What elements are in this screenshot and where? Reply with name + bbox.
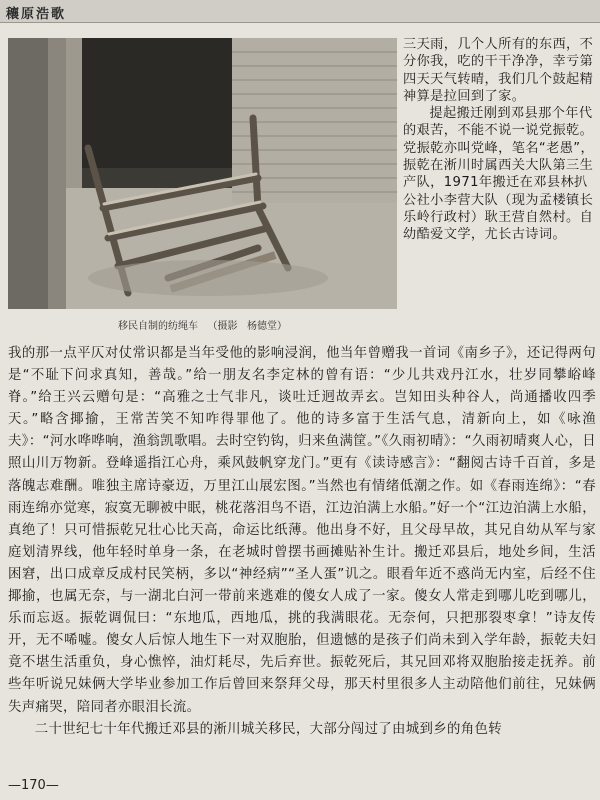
page-number: —170—	[8, 778, 59, 793]
main-paragraph-1: 我的那一点平仄对仗常识都是当年受他的影响浸润，他当年曾赠我一首词《南乡子》，还记得两句是“不耻下问求真知，善哉。”给一朋友名李定林的曾有语：“少儿共戏丹江水，壮岁同攀峪峰脊。”给王兴云赠句是：“高雅之士气非凡，谈吐迁迥故弄玄。岂知田头种谷人，尚通播收四季天。”略含揶揄，王常苦笑不知咋得罪他了。他的诗多富于生活气息，清新向上，如《咏渔夫》：“河水哗哗响，渔翁凯歌唱。去时空钓钩，归来鱼满筐。”《久雨初晴》：“久雨初晴爽人心，日照山川万物新。登峰遥指江心舟，乘风鼓帆穿龙门。”更有《读诗感言》：“翻阅古诗千百首，多是落魄志难酬。唯独主席诗豪迈，万里江山展宏图。”当然也有情绪低潮之作。如《春雨连绵》：“春雨连绵亦觉寒，寂寞无聊被中眠，桃花落泪鸟不语，江边泊满上水船。”好一个“江边泊满上水船，真绝了！只可惜振乾兄壮心比天高，命运比纸薄。他出身不好，且父母早故，其兄自幼从军与家庭划清界线，他年轻时单身一条，在老城时曾摆书画摊贴补生计。搬迁邓县后，地处乡间，生活困窘，出口成章反成村民笑柄，多以“神经病”“圣人蛋”讥之。眼看年近不惑尚无内室，后经不住揶揄，也属无奈，与一湖北白河一带前来逃难的傻女人成了一家。傻女人常走到哪儿吃到哪儿，乐而忘返。振乾调侃曰：“东地瓜，西地瓜，挑的我满眼花。无奈何，只把那裂枣拿！”诗友传开，无不唏嘘。傻女人后惊人地生下一对双胞胎，但遗憾的是孩子们尚未到入学年龄，振乾夫妇竟不堪生活重负，身心憔悴，油灯耗尽，先后弃世。振乾死后，其兄回邓将双胞胎接走抚养。前些年听说兄妹俩大学毕业参加工作后曾回来祭拜父母，那天村里很多人主动陪他们前往，兄妹俩失声痛哭，陪同者亦眼泪长流。	[8, 346, 596, 715]
book-title: 穰原浩歌	[6, 7, 67, 22]
side-paragraph-1: 三天雨，几个人所有的东西，不分你我，吃的干干净净，幸亏第四天天气转晴，我们几个鼓起精神算是拉回到了家。	[403, 37, 594, 104]
main-paragraph-2: 二十世纪七十年代搬迁邓县的淅川城关移民，大部分闯过了由城到乡的角色转	[34, 721, 502, 737]
side-paragraph-2: 提起搬迁刚到邓县那个年代的艰苦，不能不说一说党振乾。党振乾亦叫党峰，笔名“老愚”，振乾在淅川时属西关大队第三生产队，1971年搬迁在邓县林扒公社小李营大队（现为孟楼镇长乐岭行政村）耿王营自然村。自幼酷爱文学，尤长古诗词。	[403, 106, 595, 243]
side-column	[403, 36, 595, 244]
photo-illustration	[8, 38, 397, 309]
running-header	[0, 0, 600, 23]
photo-caption: 移民自制的纺绳车 （摄影 杨德堂）	[117, 321, 288, 332]
photo-spinning-wheel	[8, 38, 397, 309]
main-text	[8, 343, 596, 741]
